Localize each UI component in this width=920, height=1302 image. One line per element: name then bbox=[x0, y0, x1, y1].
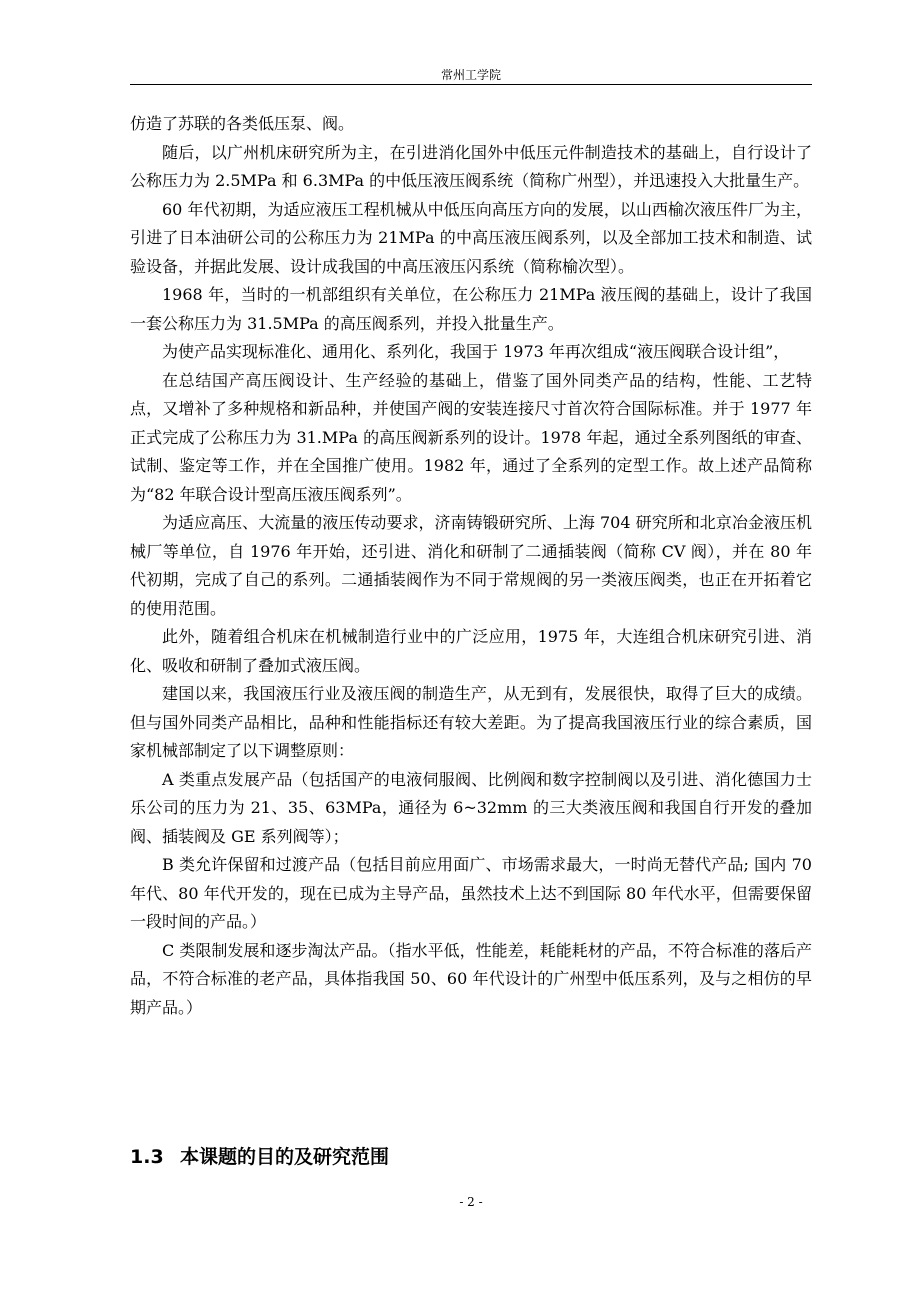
paragraph: 在总结国产高压阀设计、生产经验的基础上，借鉴了国外同类产品的结构，性能、工艺特点，又增补了多种规格和新品种，并使国产阀的安装连接尺寸首次符合国际标准。并于 1977 年正式完成了公称压力为 31.MPa 的高压阀新系列的设计。1978 年起，通过全系列图纸的审查、试制、鉴定等工作，并在全国推广使用。1982 年，通过了全系列的定型工作。故上述产品简称为“82 年联合设计型高压液压阀系列”。 bbox=[130, 370, 812, 504]
paragraph: 建国以来，我国液压行业及液压阀的制造生产，从无到有，发展很快，取得了巨大的成绩。但与国外同类产品相比，品种和性能指标还有较大差距。为了提高我国液压行业的综合素质，国家机械部制定了以下调整原则： bbox=[130, 684, 812, 760]
paragraph: B 类允许保留和过渡产品（包括目前应用面广、市场需求最大，一时尚无替代产品; 国内 70 年代、80 年代开发的，现在已成为主导产品，虽然技术上达不到国际 80 年代水平，但需要保留一段时间的产品。） bbox=[130, 855, 812, 931]
page-header: 常州工学院 bbox=[130, 66, 812, 85]
paragraph: 仿造了苏联的各类低压泵、阀。 bbox=[130, 114, 355, 133]
section-title: 本课题的目的及研究范围 bbox=[180, 1146, 390, 1168]
body-text bbox=[130, 110, 812, 1022]
paragraph: 1968 年，当时的一机部组织有关单位，在公称压力 21MPa 液压阀的基础上，设计了我国一套公称压力为 31.5MPa 的高压阀系列，并投入批量生产。 bbox=[130, 285, 812, 333]
paragraph: 随后，以广州机床研究所为主，在引进消化国外中低压元件制造技术的基础上，自行设计了公称压力为 2.5MPa 和 6.3MPa 的中低压液压阀系统（简称广州型），并迅速投入大批量生产。 bbox=[130, 142, 812, 190]
paragraph: 此外，随着组合机床在机械制造行业中的广泛应用，1975 年，大连组合机床研究引进、消化、吸收和研制了叠加式液压阀。 bbox=[130, 627, 812, 675]
paragraph: 60 年代初期，为适应液压工程机械从中低压向高压方向的发展，以山西榆次液压件厂为主，引进了日本油研公司的公称压力为 21MPa 的中高压液压阀系列，以及全部加工技术和制造、试验设备，并据此发展、设计成我国的中高压液压闪系统（简称榆次型）。 bbox=[130, 199, 812, 276]
page-number: - 2 - bbox=[459, 1195, 483, 1209]
section-number: 1.3 bbox=[130, 1146, 164, 1168]
paragraph: 为使产品实现标准化、通用化、系列化，我国于 1973 年再次组成“液压阀联合设计组”， bbox=[162, 342, 790, 361]
paragraph: C 类限制发展和逐步淘汰产品。（指水平低，性能差，耗能耗材的产品，不符合标准的落后产品，不符合标准的老产品，具体指我国 50、60 年代设计的广州型中低压系列，及与之相仿的早期产品。） bbox=[130, 940, 812, 1017]
section-heading bbox=[130, 1142, 812, 1172]
paragraph: A 类重点发展产品（包括国产的电液伺服阀、比例阀和数字控制阀以及引进、消化德国力士乐公司的压力为 21、35、63MPa，通径为 6~32mm 的三大类液压阀和我国自行开发的叠加阀、插装阀及 GE 系列阀等）； bbox=[130, 769, 812, 846]
paragraph: 为适应高压、大流量的液压传动要求，济南铸锻研究所、上海 704 研究所和北京冶金液压机械厂等单位，自 1976 年开始，还引进、消化和研制了二通插装阀（简称 CV 阀），并在 80 年代初期，完成了自己的系列。二通插装阀作为不同于常规阀的另一类液压阀类，也正在开拓着它的使用范围。 bbox=[130, 513, 812, 618]
